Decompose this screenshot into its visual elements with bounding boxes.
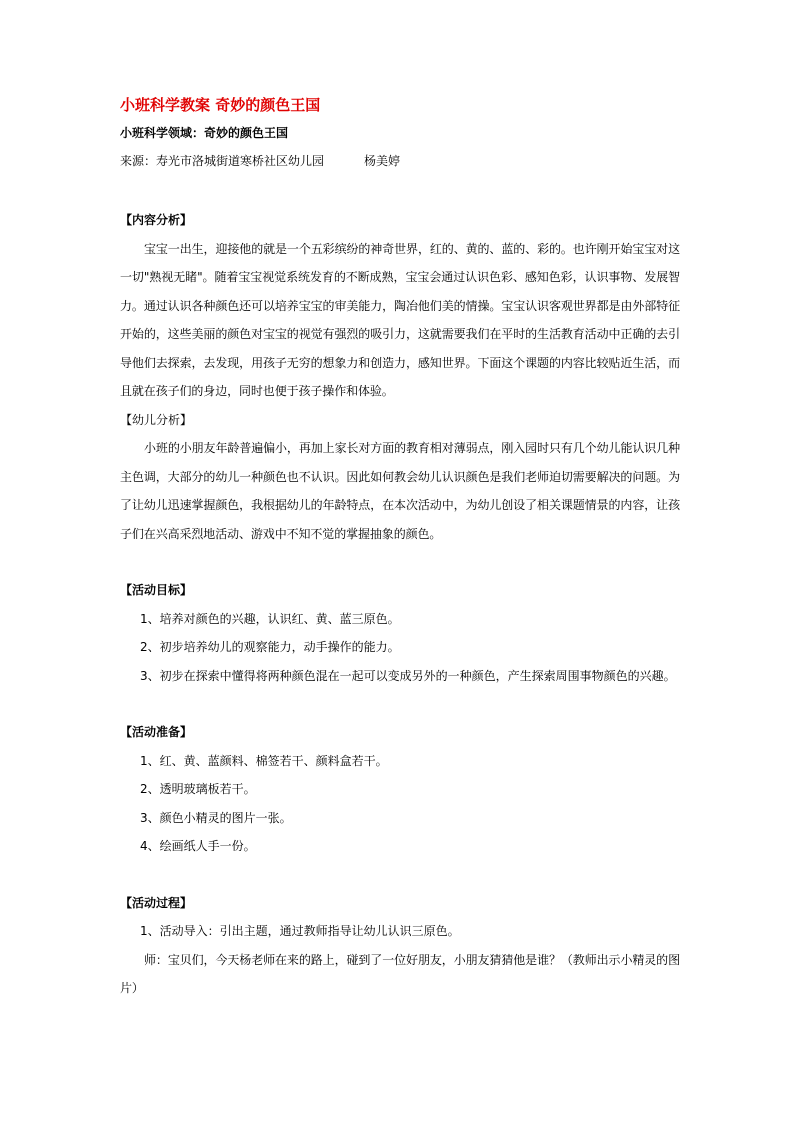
spacer xyxy=(120,861,680,889)
section-heading-content-analysis: 【内容分析】 xyxy=(120,213,193,227)
content-analysis-paragraph: 宝宝一出生，迎接他的就是一个五彩缤纷的神奇世界，红的、黄的、蓝的、彩的。也许刚开始宝宝对这一切"熟视无睹"。随着宝宝视觉系统发育的不断成熟，宝宝会通过认识色彩、感知色彩，认识事物、发展智力。通过认识各种颜色还可以培养宝宝的审美能力，陶冶他们美的情操。宝宝认识客观世界都是由外部特征开始的，这些美丽的颜色对宝宝的视觉有强烈的吸引力，这就需要我们在平时的生活教育活动中正确的去引导他们去探索，去发现，用孩子无穷的想象力和创造力，感知世界。下面这个课题的内容比较贴近生活，而且就在孩子们的身边，同时也便于孩子操作和体验。 xyxy=(120,241,680,398)
goal-item: 3、初步在探索中懂得将两种颜色混在一起可以变成另外的一种颜色，产生探索周围事物颜色的兴趣。 xyxy=(140,668,676,683)
preparation-item: 4、绘画纸人手一份。 xyxy=(140,839,256,853)
preparation-item: 1、红、黄、蓝颜料、棉签若干、颜料盒若干。 xyxy=(140,753,388,768)
author-name: 杨美婷 xyxy=(364,154,401,168)
process-item: 1、活动导入：引出主题，通过教师指导让幼儿认识三原色。 xyxy=(140,924,460,938)
section-heading-goals: 【活动目标】 xyxy=(120,583,193,597)
section-heading-child-analysis: 【幼儿分析】 xyxy=(120,412,193,427)
child-analysis-paragraph: 小班的小朋友年龄普遍偏小，再加上家长对方面的教育相对薄弱点，刚入园时只有几个幼儿能认识几种主色调，大部分的幼儿一种颜色也不认识。因此如何教会幼儿认识颜色是我们老师迫切需要解决的问题。为了让幼儿迅速掌握颜色，我根据幼儿的年龄特点，在本次活动中，为幼儿创设了相关课题情景的内容，让孩子们在兴高采烈地活动、游戏中不知不觉的掌握抽象的颜色。 xyxy=(120,441,680,541)
preparation-item: 2、透明玻璃板若干。 xyxy=(140,782,256,796)
document-title: 小班科学教案 奇妙的颜色王国 xyxy=(120,96,321,114)
spacer xyxy=(120,548,680,576)
goal-item: 1、培养对颜色的兴趣，认识红、黄、蓝三原色。 xyxy=(140,611,400,626)
section-heading-preparation: 【活动准备】 xyxy=(120,725,193,739)
spacer xyxy=(120,690,680,718)
document-body xyxy=(120,206,680,1003)
document-source xyxy=(120,152,400,169)
document-subtitle: 小班科学领域：奇妙的颜色王国 xyxy=(120,126,289,140)
goal-item: 2、初步培养幼儿的观察能力，动手操作的能力。 xyxy=(140,640,400,654)
preparation-item: 3、颜色小精灵的图片一张。 xyxy=(140,810,292,825)
section-heading-process: 【活动过程】 xyxy=(120,895,193,910)
source-label: 来源：寿光市洛城街道寒桥社区幼儿园 xyxy=(120,154,325,168)
process-dialogue: 师：宝贝们，今天杨老师在来的路上，碰到了一位好朋友，小朋友猜猜他是谁？（教师出示小精灵的图片） xyxy=(120,952,680,995)
